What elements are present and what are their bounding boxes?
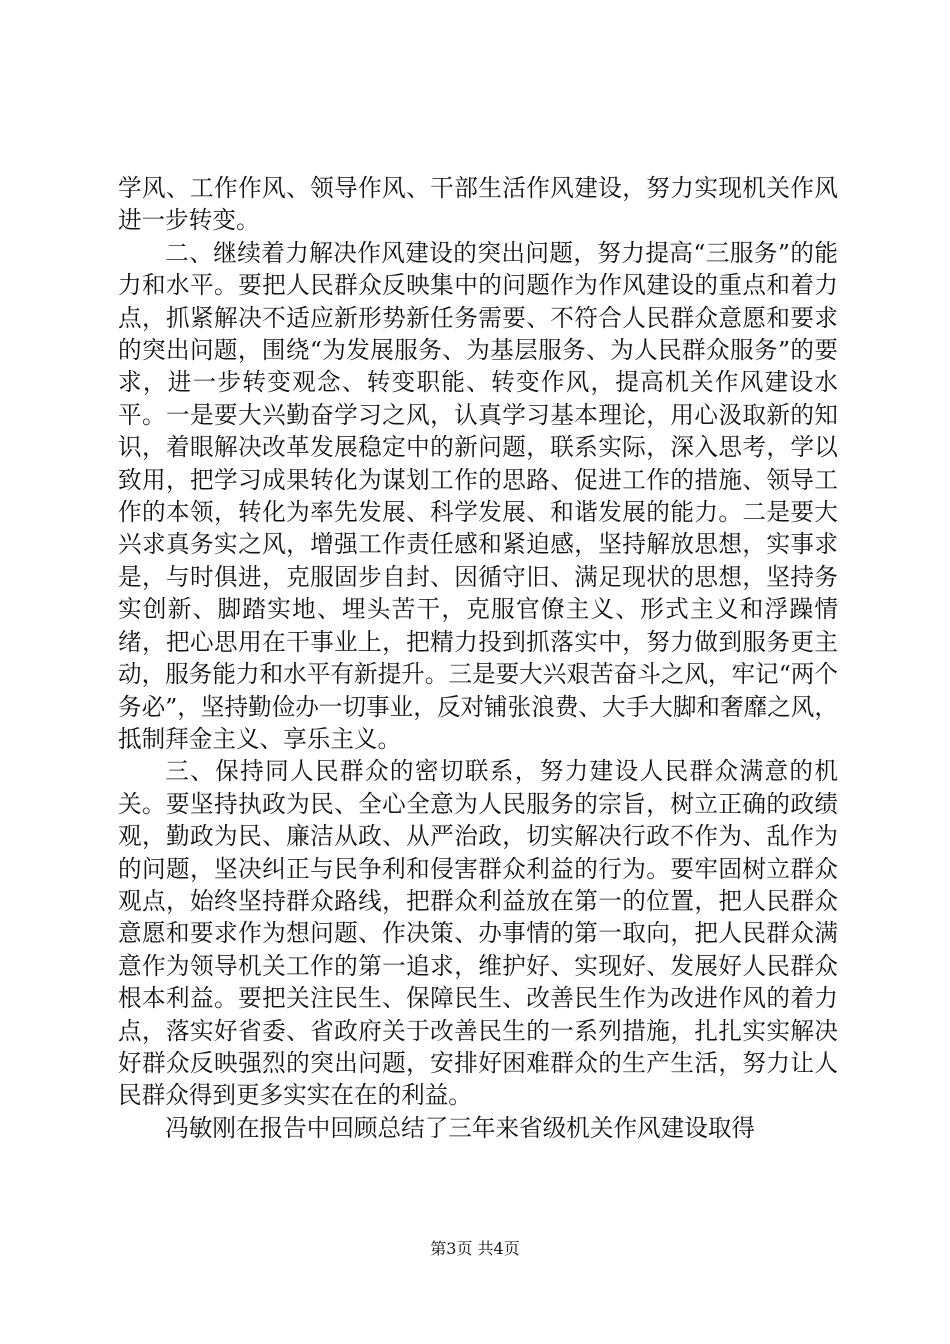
document-body — [118, 172, 838, 1144]
paragraph-continuation: 学风、工作作风、领导作风、干部生活作风建设，努力实现机关作风进一步转变。 — [118, 174, 838, 235]
page-number-footer: 第3页 共4页 — [430, 1239, 520, 1258]
paragraph-section-three: 三、保持同人民群众的密切联系，努力建设人民群众满意的机关。要坚持执政为民、全心全意为人民服务的宗旨，树立正确的政绩观，勤政为民、廉洁从政、从严治政，切实解决行政不作为、乱作为的问题，坚决纠正与民争利和侵害群众利益的行为。要牢固树立群众观点，始终坚持群众路线，把群众利益放在第一的位置，把人民群众意愿和要求作为想问题、作决策、办事情的第一取向，把人民群众满意作为领导机关工作的第一追求，维护好、实现好、发展好人民群众根本利益。要把关注民生、保障民生、改善民生作为改进作风的着力点，落实好省委、省政府关于改善民生的一系列措施，扎扎实实解决好群众反映强烈的突出问题，安排好困难群众的生产生活，努力让人民群众得到更多实实在在的利益。 — [118, 757, 838, 1110]
paragraph-section-two: 二、继续着力解决作风建设的突出问题，努力提高“三服务”的能力和水平。要把人民群众反映集中的问题作为作风建设的重点和着力点，抓紧解决不适应新形势新任务需要、不符合人民群众意愿和要求的突出问题，围绕“为发展服务、为基层服务、为人民群众服务”的要求，进一步转变观念、转变职能、转变作风，提高机关作风建设水平。一是要大兴勤奋学习之风，认真学习基本理论，用心汲取新的知识，着眼解决改革发展稳定中的新问题，联系实际，深入思考，学以致用，把学习成果转化为谋划工作的思路、促进工作的措施、领导工作的本领，转化为率先发展、科学发展、和谐发展的能力。二是要大兴求真务实之风，增强工作责任感和紧迫感，坚持解放思想，实事求是，与时俱进，克服固步自封、因循守旧、满足现状的思想，坚持务实创新、脚踏实地、埋头苦干，克服官僚主义、形式主义和浮躁情绪，把心思用在干事业上，把精力投到抓落实中，努力做到服务更主动，服务能力和水平有新提升。三是要大兴艰苦奋斗之风，牢记“两个务必”，坚持勤俭办一切事业，反对铺张浪费、大手大脚和奢靡之风，抵制拜金主义、享乐主义。 — [118, 238, 838, 753]
paragraph-report-summary: 冯敏刚在报告中回顾总结了三年来省级机关作风建设取得 — [165, 1113, 756, 1142]
